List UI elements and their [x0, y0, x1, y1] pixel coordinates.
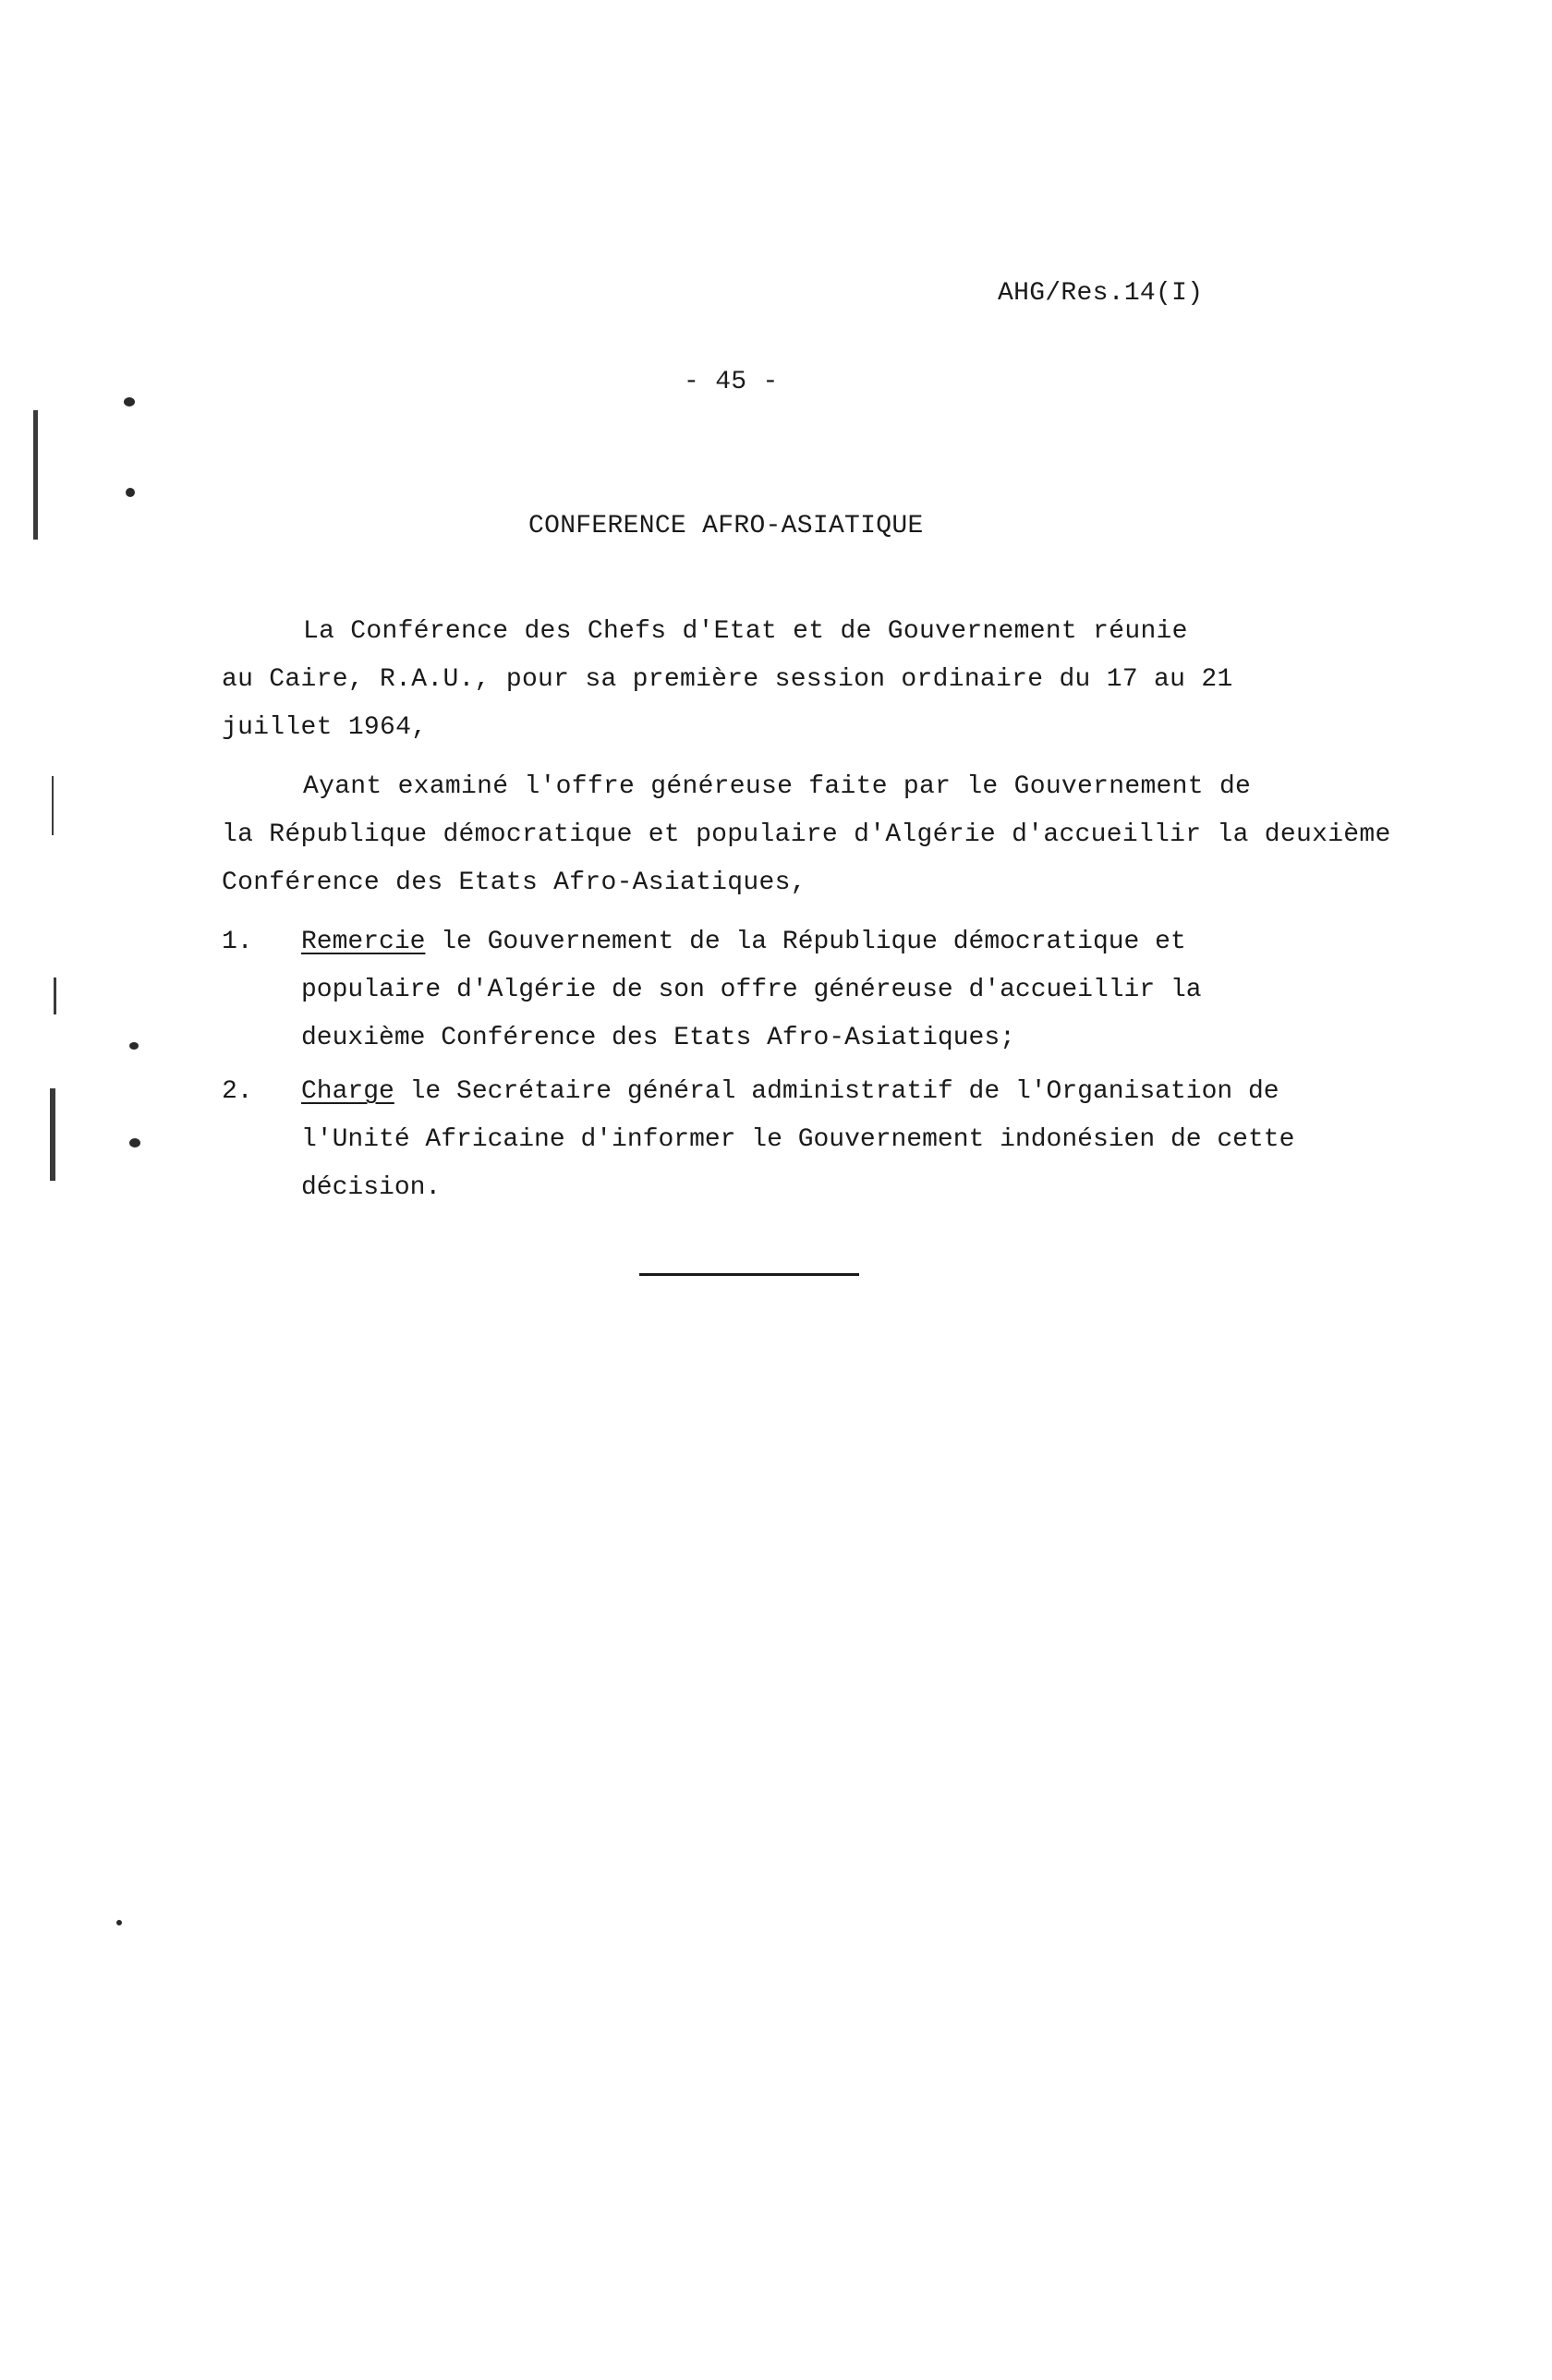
- clause-line-1: [301, 1068, 1294, 1116]
- scan-edge-shadow: [54, 978, 56, 1014]
- preamble-1-line-2: au Caire, R.A.U., pour sa première session ordinaire du 17 au 21: [222, 665, 1233, 694]
- clause-line-1: [301, 918, 1202, 966]
- preamble-1-line-1: La Conférence des Chefs d'Etat et de Gouvernement réunie: [303, 617, 1188, 646]
- clause-verb: Charge: [301, 1077, 394, 1106]
- clause-number: 1.: [222, 928, 253, 956]
- clause-line-1-rest: le Gouvernement de la République démocratique et: [425, 928, 1186, 956]
- preamble-1-line-3: juillet 1964,: [222, 713, 428, 742]
- clause-line-2: l'Unité Africaine d'informer le Gouvernement indonésien de cette: [301, 1125, 1295, 1154]
- scan-mark: [116, 1920, 122, 1925]
- clause-verb: Remercie: [301, 928, 426, 956]
- clause-body: [301, 918, 1202, 1062]
- preamble-paragraph-1: [222, 608, 1330, 752]
- scan-mark: [126, 488, 135, 497]
- clause-line-2: populaire d'Algérie de son offre généreuse d'accueillir la: [301, 976, 1202, 1004]
- scan-mark: [129, 1042, 139, 1050]
- clause-line-1-rest: le Secrétaire général administratif de l'Organisation de: [394, 1077, 1279, 1106]
- scan-edge-shadow: [52, 776, 54, 835]
- scan-mark: [124, 397, 135, 407]
- preamble-2-line-3: Conférence des Etats Afro-Asiatiques,: [222, 868, 806, 897]
- scan-edge-shadow: [50, 1088, 55, 1181]
- document-title: CONFERENCE AFRO-ASIATIQUE: [528, 512, 924, 540]
- resolution-reference: AHG/Res.14(I): [998, 279, 1204, 308]
- preamble-2-line-1: Ayant examiné l'offre généreuse faite par le Gouvernement de: [303, 772, 1252, 801]
- scan-mark: [129, 1138, 140, 1148]
- closing-rule: [639, 1273, 859, 1276]
- preamble-2-line-2: la République démocratique et populaire d'Algérie d'accueillir la deuxième: [222, 820, 1391, 849]
- clause-line-3: décision.: [301, 1173, 442, 1202]
- scan-edge-shadow: [33, 410, 38, 540]
- clause-number: 2.: [222, 1077, 253, 1106]
- clause-body: [301, 1068, 1294, 1212]
- clause-line-3: deuxième Conférence des Etats Afro-Asiatiques;: [301, 1024, 1015, 1052]
- preamble-paragraph-2: [222, 763, 1450, 907]
- page-number: - 45 -: [684, 368, 779, 396]
